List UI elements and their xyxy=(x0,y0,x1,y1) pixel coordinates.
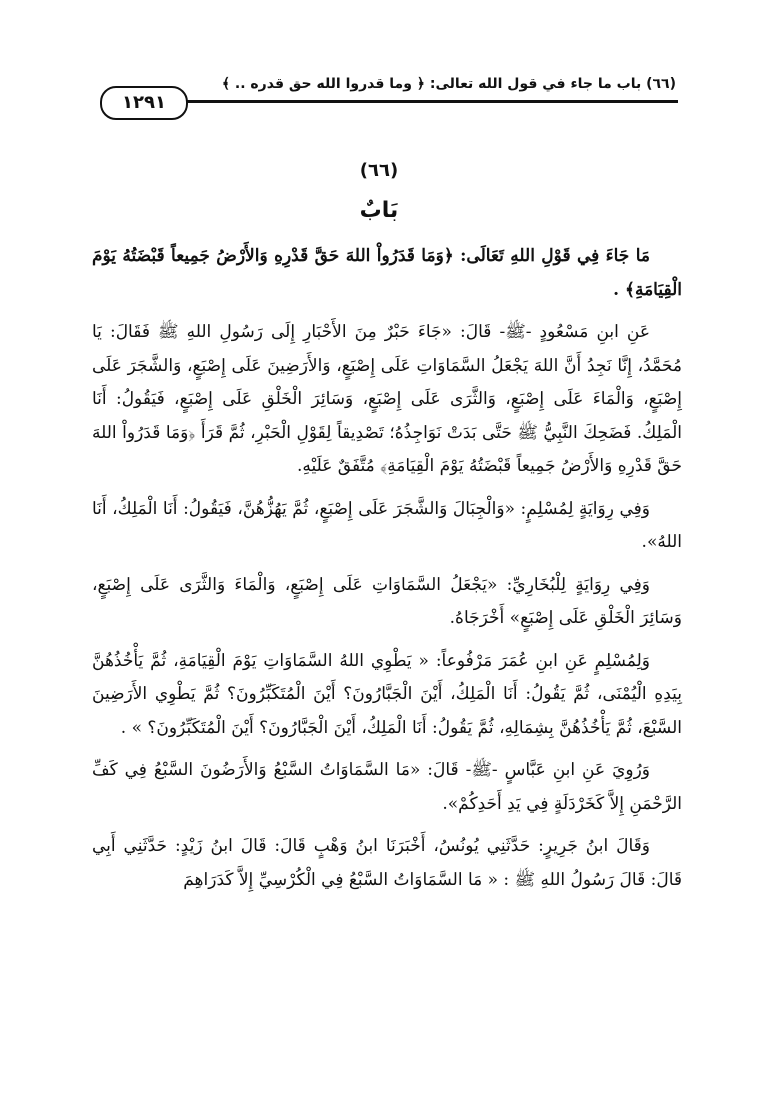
chapter-heading-verse: مَا جَاءَ فِي قَوْلِ اللهِ تَعَالَى: ﴿وَمَا قَدَرُواْ اللهَ حَقَّ قَدْرِهِ وَالأَرْضُ جَمِيعاً قَبْضَتُهُ يَوْمَ الْقِيَامَةِ﴾ . xyxy=(92,246,682,300)
paragraph-hadith-ibn-masud: عَنِ ابنِ مَسْعُودٍ -ﷺ- قَالَ: «جَاءَ حَبْرٌ مِنَ الأَحْبَارِ إِلَى رَسُولِ اللهِ ﷺ فَقَالَ: يَا مُحَمَّدُ، إِنَّا نَجِدُ أَنَّ اللهَ يَجْعَلُ السَّمَاوَاتِ عَلَى إِصْبَعٍ، وَالأَرَضِينَ عَلَى إِصْبَعٍ، وَالشَّجَرَ عَلَى إِصْبَعٍ، وَالْمَاءَ عَلَى إِصْبَعٍ، وَالثَّرَى عَلَى إِصْبَعٍ، وَسَائِرَ الْخَلْقِ عَلَى إِصْبَعٍ، فَيَقُولُ: أَنَا الْمَلِكُ. فَضَحِكَ النَّبِيُّ ﷺ حَتَّى بَدَتْ نَوَاجِذُهُ؛ تَصْدِيقاً لِقَوْلِ الْحَبْرِ، ثُمَّ قَرَأَ ﴿وَمَا قَدَرُواْ اللهَ حَقَّ قَدْرِهِ وَالأَرْضُ جَمِيعاً قَبْضَتُهُ يَوْمَ الْقِيَامَةِ﴾ مُتَّفَقٌ عَلَيْهِ. xyxy=(92,322,682,476)
paragraph-muslim-narration: وَفِي رِوَايَةٍ لِمُسْلِمٍ: «وَالْجِبَالَ وَالشَّجَرَ عَلَى إِصْبَعٍ، ثُمَّ يَهُزُّهُنَّ، فَيَقُولُ: أَنَا الْمَلِكُ، أَنَا اللهُ». xyxy=(92,498,682,552)
chapter-number: (٦٦) xyxy=(359,160,399,181)
chapter-title: بَابٌ xyxy=(359,198,399,223)
header-rule xyxy=(182,100,678,103)
paragraph-ibn-abbas: وَرُوِيَ عَنِ ابنِ عَبَّاسٍ -ﷺ- قَالَ: «مَا السَّمَاوَاتُ السَّبْعُ وَالأَرَضُونَ السَّبْعُ فِي كَفِّ الرَّحْمَنِ إِلاَّ كَخَرْدَلَةٍ فِي يَدِ أَحَدِكُمْ». xyxy=(92,760,682,814)
paragraph-ibn-jarir: وَقَالَ ابنُ جَرِيرٍ: حَدَّثَنِي يُونُسُ، أَخْبَرَنَا ابنُ وَهْبٍ قَالَ: قَالَ ابنُ زَيْدٍ: حَدَّثَنِي أَبِي قَالَ: قَالَ رَسُولُ اللهِ ﷺ : « مَا السَّمَاوَاتُ السَّبْعُ فِي الْكُرْسِيِّ إِلاَّ كَدَرَاهِمَ xyxy=(92,836,682,890)
paragraph-ibn-umar: وَلِمُسْلِمٍ عَنِ ابنِ عُمَرَ مَرْفُوعاً: « يَطْوِي اللهُ السَّمَاوَاتِ يَوْمَ الْقِيَامَةِ، ثُمَّ يَأْخُذُهُنَّ بِيَدِهِ الْيُمْنَى، ثُمَّ يَقُولُ: أَنَا الْمَلِكُ، أَيْنَ الْجَبَّارُونَ؟ أَيْنَ الْمُتَكَبِّرُونَ؟ ثُمَّ يَطْوِي الأَرَضِينَ السَّبْعَ، ثُمَّ يَأْخُذُهُنَّ بِشِمَالِهِ، ثُمَّ يَقُولُ: أَنَا الْمَلِكُ، أَيْنَ الْجَبَّارُونَ؟ أَيْنَ الْمُتَكَبِّرُونَ؟ » . xyxy=(92,650,682,738)
paragraph-bukhari-narration: وَفِي رِوَايَةٍ لِلْبُخَارِيِّ: «يَجْعَلُ السَّمَاوَاتِ عَلَى إِصْبَعٍ، وَالْمَاءَ وَالثَّرَى عَلَى إِصْبَعٍ، وَسَائِرَ الْخَلْقِ عَلَى إِصْبَعٍ» أَخْرَجَاهُ. xyxy=(92,574,682,628)
body-text xyxy=(92,240,682,906)
running-header-title: (٦٦) باب ما جاء في قول الله تعالى: ﴿ وما قدروا الله حق قدره .. ﴾ xyxy=(221,76,676,92)
page-number: ١٢٩١ xyxy=(100,86,188,120)
